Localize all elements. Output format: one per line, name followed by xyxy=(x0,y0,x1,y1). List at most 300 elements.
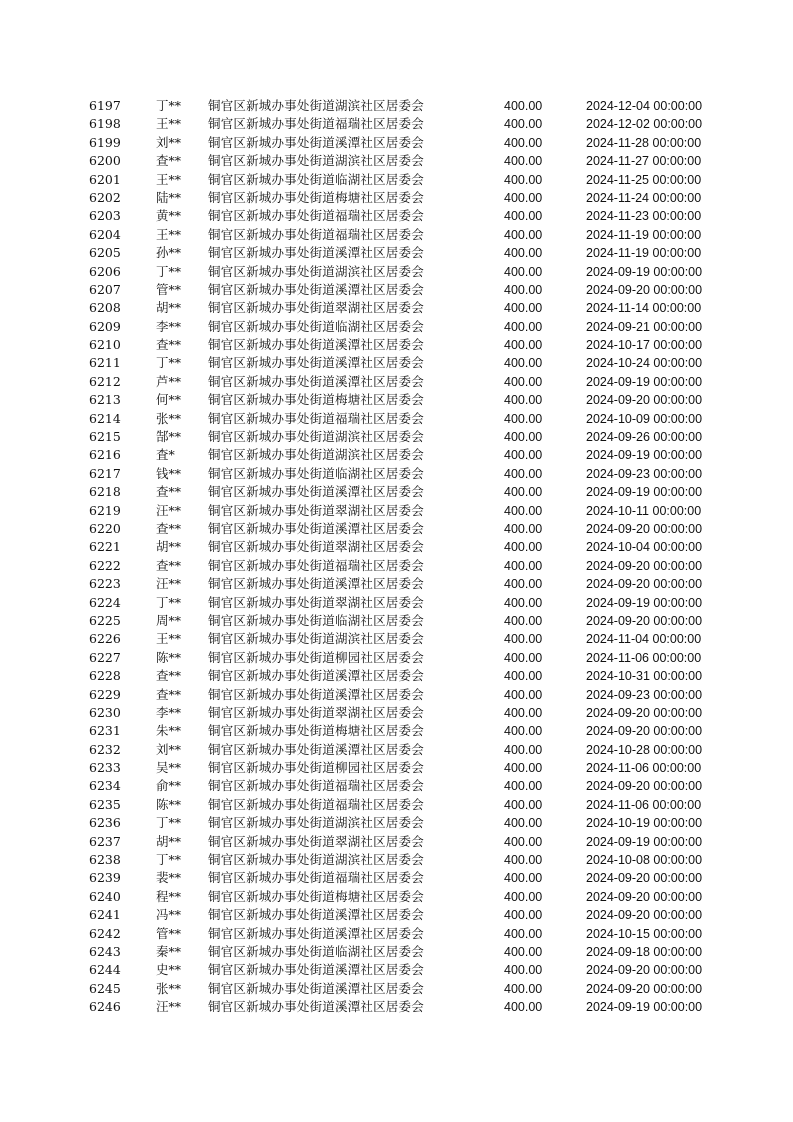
row-organization: 铜官区新城办事处街道柳园社区居委会 xyxy=(208,649,424,665)
row-id: 6240 xyxy=(89,888,121,904)
table-row xyxy=(84,428,724,446)
row-id: 6226 xyxy=(89,631,121,647)
row-amount: 400.00 xyxy=(504,154,543,169)
row-id: 6202 xyxy=(89,189,121,205)
row-name: 钱** xyxy=(156,465,182,481)
table-row xyxy=(84,354,724,372)
row-id: 6223 xyxy=(89,576,121,592)
row-organization: 铜官区新城办事处街道溪潭社区居委会 xyxy=(208,668,424,684)
row-organization: 铜官区新城办事处街道湖滨社区居委会 xyxy=(208,263,424,279)
row-organization: 铜官区新城办事处街道翠湖社区居委会 xyxy=(208,594,424,610)
row-name: 查** xyxy=(156,153,182,169)
row-amount: 400.00 xyxy=(504,448,543,463)
row-date: 2024-09-21 00:00:00 xyxy=(586,319,703,334)
row-organization: 铜官区新城办事处街道溪潭社区居委会 xyxy=(208,925,424,941)
row-name: 査* xyxy=(156,447,175,463)
row-organization: 铜官区新城办事处街道福瑞社区居委会 xyxy=(208,116,424,132)
row-organization: 铜官区新城办事处街道福瑞社区居委会 xyxy=(208,778,424,794)
table-row xyxy=(84,630,724,648)
row-date: 2024-09-20 00:00:00 xyxy=(586,889,703,904)
row-amount: 400.00 xyxy=(504,871,543,886)
row-amount: 400.00 xyxy=(504,540,543,555)
row-id: 6230 xyxy=(89,704,121,720)
row-id: 6203 xyxy=(89,208,121,224)
table-row xyxy=(84,557,724,575)
row-id: 6197 xyxy=(89,98,121,113)
table-row xyxy=(84,594,724,612)
row-date: 2024-09-20 00:00:00 xyxy=(586,521,703,536)
row-id: 6243 xyxy=(89,943,121,959)
row-id: 6246 xyxy=(89,999,121,1015)
row-name: 裴** xyxy=(156,870,182,886)
row-name: 李** xyxy=(156,704,182,720)
row-date: 2024-11-27 00:00:00 xyxy=(586,154,702,169)
row-amount: 400.00 xyxy=(504,466,543,481)
row-id: 6214 xyxy=(89,410,121,426)
table-row xyxy=(84,814,724,832)
row-organization: 铜官区新城办事处街道翠湖社区居委会 xyxy=(208,833,424,849)
row-id: 6206 xyxy=(89,263,121,279)
row-id: 6234 xyxy=(89,778,121,794)
row-date: 2024-10-19 00:00:00 xyxy=(586,816,703,831)
row-date: 2024-09-20 00:00:00 xyxy=(586,779,703,794)
row-organization: 铜官区新城办事处街道翠湖社区居委会 xyxy=(208,502,424,518)
row-amount: 400.00 xyxy=(504,485,543,500)
row-amount: 400.00 xyxy=(504,319,543,334)
row-date: 2024-11-06 00:00:00 xyxy=(586,650,702,665)
table-row xyxy=(84,538,724,556)
table-row xyxy=(84,869,724,887)
row-amount: 400.00 xyxy=(504,577,543,592)
row-id: 6244 xyxy=(89,962,121,978)
row-id: 6207 xyxy=(89,281,121,297)
row-organization: 铜官区新城办事处街道溪潭社区居委会 xyxy=(208,576,424,592)
row-name: 李** xyxy=(156,318,182,334)
row-date: 2024-09-26 00:00:00 xyxy=(586,430,703,445)
row-organization: 铜官区新城办事处街道溪潭社区居委会 xyxy=(208,962,424,978)
row-id: 6218 xyxy=(89,484,121,500)
row-date: 2024-10-11 00:00:00 xyxy=(586,503,702,518)
row-date: 2024-09-19 00:00:00 xyxy=(586,834,703,849)
row-organization: 铜官区新城办事处街道翠湖社区居委会 xyxy=(208,300,424,316)
row-name: 芦** xyxy=(156,373,182,389)
row-id: 6235 xyxy=(89,796,121,812)
table-row xyxy=(84,998,724,1016)
row-organization: 铜官区新城办事处街道湖滨社区居委会 xyxy=(208,631,424,647)
row-id: 6220 xyxy=(89,520,121,536)
row-date: 2024-11-28 00:00:00 xyxy=(586,135,702,150)
row-name: 汪** xyxy=(156,999,182,1015)
row-id: 6200 xyxy=(89,153,121,169)
row-name: 张** xyxy=(156,410,182,426)
row-id: 6238 xyxy=(89,852,121,868)
row-amount: 400.00 xyxy=(504,246,543,261)
row-amount: 400.00 xyxy=(504,687,543,702)
row-organization: 铜官区新城办事处街道福瑞社区居委会 xyxy=(208,557,424,573)
row-date: 2024-12-02 00:00:00 xyxy=(586,117,703,132)
row-id: 6216 xyxy=(89,447,121,463)
row-date: 2024-09-19 00:00:00 xyxy=(586,264,703,279)
row-organization: 铜官区新城办事处街道福瑞社区居委会 xyxy=(208,226,424,242)
row-amount: 400.00 xyxy=(504,742,543,757)
row-amount: 400.00 xyxy=(504,1000,543,1015)
row-amount: 400.00 xyxy=(504,558,543,573)
row-name: 何** xyxy=(156,392,182,408)
row-id: 6205 xyxy=(89,245,121,261)
row-organization: 铜官区新城办事处街道溪潭社区居委会 xyxy=(208,999,424,1015)
row-id: 6239 xyxy=(89,870,121,886)
row-date: 2024-11-06 00:00:00 xyxy=(586,797,702,812)
row-amount: 400.00 xyxy=(504,227,543,242)
row-name: 孙** xyxy=(156,245,182,261)
row-organization: 铜官区新城办事处街道临湖社区居委会 xyxy=(208,171,424,187)
row-id: 6224 xyxy=(89,594,121,610)
row-id: 6210 xyxy=(89,337,121,353)
row-name: 朱** xyxy=(156,723,182,739)
table-row xyxy=(84,520,724,538)
row-date: 2024-11-06 00:00:00 xyxy=(586,761,702,776)
row-date: 2024-10-24 00:00:00 xyxy=(586,356,703,371)
table-row xyxy=(84,833,724,851)
row-organization: 铜官区新城办事处街道溪潭社区居委会 xyxy=(208,134,424,150)
table-row xyxy=(84,649,724,667)
row-organization: 铜官区新城办事处街道梅塘社区居委会 xyxy=(208,189,424,205)
row-amount: 400.00 xyxy=(504,963,543,978)
row-id: 6242 xyxy=(89,925,121,941)
row-date: 2024-09-20 00:00:00 xyxy=(586,981,703,996)
row-amount: 400.00 xyxy=(504,724,543,739)
row-date: 2024-11-19 00:00:00 xyxy=(586,227,702,242)
row-organization: 铜官区新城办事处街道柳园社区居委会 xyxy=(208,760,424,776)
row-amount: 400.00 xyxy=(504,926,543,941)
table-row xyxy=(84,134,724,152)
row-name: 查** xyxy=(156,686,182,702)
row-name: 丁** xyxy=(156,852,182,868)
row-organization: 铜官区新城办事处街道溪潭社区居委会 xyxy=(208,520,424,536)
table-row xyxy=(84,925,724,943)
row-date: 2024-09-19 00:00:00 xyxy=(586,374,703,389)
row-date: 2024-11-04 00:00:00 xyxy=(586,632,702,647)
table-row xyxy=(84,207,724,225)
table-row xyxy=(84,980,724,998)
row-date: 2024-10-04 00:00:00 xyxy=(586,540,703,555)
row-name: 汪** xyxy=(156,502,182,518)
row-amount: 400.00 xyxy=(504,889,543,904)
row-organization: 铜官区新城办事处街道梅塘社区居委会 xyxy=(208,392,424,408)
row-amount: 400.00 xyxy=(504,264,543,279)
row-name: 张** xyxy=(156,980,182,996)
row-name: 丁** xyxy=(156,815,182,831)
row-name: 陆** xyxy=(156,189,182,205)
row-amount: 400.00 xyxy=(504,117,543,132)
row-organization: 铜官区新城办事处街道福瑞社区居委会 xyxy=(208,410,424,426)
row-name: 郜** xyxy=(156,429,182,445)
row-name: 管** xyxy=(156,925,182,941)
row-id: 6208 xyxy=(89,300,121,316)
row-amount: 400.00 xyxy=(504,190,543,205)
table-row xyxy=(84,410,724,428)
row-amount: 400.00 xyxy=(504,99,543,113)
row-id: 6209 xyxy=(89,318,121,334)
row-id: 6228 xyxy=(89,668,121,684)
row-name: 陈** xyxy=(156,796,182,812)
row-name: 查** xyxy=(156,557,182,573)
row-organization: 铜官区新城办事处街道翠湖社区居委会 xyxy=(208,539,424,555)
row-id: 6232 xyxy=(89,741,121,757)
row-amount: 400.00 xyxy=(504,761,543,776)
table-row xyxy=(84,263,724,281)
row-date: 2024-09-20 00:00:00 xyxy=(586,871,703,886)
row-name: 陈** xyxy=(156,649,182,665)
row-name: 管** xyxy=(156,281,182,297)
row-amount: 400.00 xyxy=(504,135,543,150)
row-amount: 400.00 xyxy=(504,595,543,610)
table-row xyxy=(84,851,724,869)
row-date: 2024-09-19 00:00:00 xyxy=(586,485,703,500)
row-amount: 400.00 xyxy=(504,430,543,445)
row-id: 6219 xyxy=(89,502,121,518)
row-date: 2024-09-18 00:00:00 xyxy=(586,944,703,959)
row-name: 丁** xyxy=(156,594,182,610)
row-organization: 铜官区新城办事处街道福瑞社区居委会 xyxy=(208,870,424,886)
table-row xyxy=(84,226,724,244)
row-date: 2024-10-15 00:00:00 xyxy=(586,926,703,941)
row-organization: 铜官区新城办事处街道溪潭社区居委会 xyxy=(208,355,424,371)
row-name: 俞** xyxy=(156,778,182,794)
row-name: 查** xyxy=(156,337,182,353)
row-id: 6227 xyxy=(89,649,121,665)
row-date: 2024-11-14 00:00:00 xyxy=(586,301,702,316)
table-row xyxy=(84,575,724,593)
row-organization: 铜官区新城办事处街道临湖社区居委会 xyxy=(208,612,424,628)
table-row xyxy=(84,906,724,924)
row-organization: 铜官区新城办事处街道福瑞社区居委会 xyxy=(208,208,424,224)
table-row xyxy=(84,502,724,520)
row-organization: 铜官区新城办事处街道梅塘社区居委会 xyxy=(208,888,424,904)
table-row xyxy=(84,318,724,336)
row-id: 6201 xyxy=(89,171,121,187)
row-id: 6211 xyxy=(89,355,121,371)
row-amount: 400.00 xyxy=(504,853,543,868)
row-name: 胡** xyxy=(156,539,182,555)
table-row xyxy=(84,777,724,795)
row-amount: 400.00 xyxy=(504,650,543,665)
row-date: 2024-12-04 00:00:00 xyxy=(586,99,703,113)
row-date: 2024-11-24 00:00:00 xyxy=(586,190,702,205)
row-amount: 400.00 xyxy=(504,944,543,959)
row-date: 2024-09-23 00:00:00 xyxy=(586,466,703,481)
row-date: 2024-09-20 00:00:00 xyxy=(586,963,703,978)
table-row xyxy=(84,115,724,133)
row-date: 2024-09-20 00:00:00 xyxy=(586,577,703,592)
row-id: 6215 xyxy=(89,429,121,445)
row-date: 2024-09-20 00:00:00 xyxy=(586,705,703,720)
row-date: 2024-11-23 00:00:00 xyxy=(586,209,702,224)
row-date: 2024-09-20 00:00:00 xyxy=(586,393,703,408)
table-row xyxy=(84,483,724,501)
row-amount: 400.00 xyxy=(504,356,543,371)
row-id: 6236 xyxy=(89,815,121,831)
row-amount: 400.00 xyxy=(504,172,543,187)
row-name: 丁** xyxy=(156,355,182,371)
row-date: 2024-11-19 00:00:00 xyxy=(586,246,702,261)
row-id: 6204 xyxy=(89,226,121,242)
row-name: 吴** xyxy=(156,760,182,776)
row-amount: 400.00 xyxy=(504,779,543,794)
row-amount: 400.00 xyxy=(504,981,543,996)
table-row xyxy=(84,446,724,464)
row-amount: 400.00 xyxy=(504,209,543,224)
row-id: 6225 xyxy=(89,612,121,628)
row-date: 2024-09-19 00:00:00 xyxy=(586,1000,703,1015)
table-row xyxy=(84,299,724,317)
table-row xyxy=(84,667,724,685)
row-name: 秦** xyxy=(156,943,182,959)
row-amount: 400.00 xyxy=(504,632,543,647)
table-row xyxy=(84,759,724,777)
table-row xyxy=(84,796,724,814)
row-organization: 铜官区新城办事处街道梅塘社区居委会 xyxy=(208,723,424,739)
row-amount: 400.00 xyxy=(504,301,543,316)
row-date: 2024-09-20 00:00:00 xyxy=(586,558,703,573)
row-name: 黄** xyxy=(156,208,182,224)
row-date: 2024-09-20 00:00:00 xyxy=(586,282,703,297)
row-date: 2024-10-09 00:00:00 xyxy=(586,411,703,426)
row-amount: 400.00 xyxy=(504,411,543,426)
table-row xyxy=(84,686,724,704)
row-id: 6199 xyxy=(89,134,121,150)
row-organization: 铜官区新城办事处街道溪潭社区居委会 xyxy=(208,980,424,996)
row-amount: 400.00 xyxy=(504,393,543,408)
row-name: 程** xyxy=(156,888,182,904)
table-row xyxy=(84,465,724,483)
row-name: 周** xyxy=(156,612,182,628)
row-date: 2024-09-20 00:00:00 xyxy=(586,613,703,628)
row-id: 6233 xyxy=(89,760,121,776)
row-date: 2024-10-08 00:00:00 xyxy=(586,853,703,868)
row-amount: 400.00 xyxy=(504,834,543,849)
row-id: 6229 xyxy=(89,686,121,702)
row-id: 6221 xyxy=(89,539,121,555)
table-row xyxy=(84,612,724,630)
row-organization: 铜官区新城办事处街道临湖社区居委会 xyxy=(208,943,424,959)
row-organization: 铜官区新城办事处街道湖滨社区居委会 xyxy=(208,852,424,868)
table-row xyxy=(84,961,724,979)
row-date: 2024-09-19 00:00:00 xyxy=(586,448,703,463)
row-amount: 400.00 xyxy=(504,705,543,720)
row-organization: 铜官区新城办事处街道溪潭社区居委会 xyxy=(208,741,424,757)
row-date: 2024-10-17 00:00:00 xyxy=(586,338,703,353)
row-amount: 400.00 xyxy=(504,338,543,353)
row-organization: 铜官区新城办事处街道溪潭社区居委会 xyxy=(208,245,424,261)
row-name: 王** xyxy=(156,631,182,647)
table-row xyxy=(84,336,724,354)
table-row xyxy=(84,943,724,961)
row-organization: 铜官区新城办事处街道翠湖社区居委会 xyxy=(208,704,424,720)
row-name: 胡** xyxy=(156,833,182,849)
row-amount: 400.00 xyxy=(504,816,543,831)
row-date: 2024-10-28 00:00:00 xyxy=(586,742,703,757)
row-date: 2024-09-20 00:00:00 xyxy=(586,724,703,739)
row-id: 6237 xyxy=(89,833,121,849)
row-organization: 铜官区新城办事处街道湖滨社区居委会 xyxy=(208,815,424,831)
table-row xyxy=(84,189,724,207)
row-id: 6241 xyxy=(89,907,121,923)
row-id: 6212 xyxy=(89,373,121,389)
table-row xyxy=(84,741,724,759)
row-name: 刘** xyxy=(156,134,182,150)
row-id: 6231 xyxy=(89,723,121,739)
row-amount: 400.00 xyxy=(504,282,543,297)
row-date: 2024-09-19 00:00:00 xyxy=(586,595,703,610)
table-row xyxy=(84,97,724,115)
table-row xyxy=(84,373,724,391)
table-row xyxy=(84,391,724,409)
row-name: 王** xyxy=(156,116,182,132)
row-amount: 400.00 xyxy=(504,669,543,684)
row-organization: 铜官区新城办事处街道溪潭社区居委会 xyxy=(208,686,424,702)
table-row xyxy=(84,171,724,189)
row-amount: 400.00 xyxy=(504,503,543,518)
row-organization: 铜官区新城办事处街道临湖社区居委会 xyxy=(208,318,424,334)
row-amount: 400.00 xyxy=(504,613,543,628)
table-row xyxy=(84,152,724,170)
row-name: 查** xyxy=(156,484,182,500)
row-organization: 铜官区新城办事处街道湖滨社区居委会 xyxy=(208,447,424,463)
row-organization: 铜官区新城办事处街道溪潭社区居委会 xyxy=(208,337,424,353)
row-organization: 铜官区新城办事处街道溪潭社区居委会 xyxy=(208,907,424,923)
row-amount: 400.00 xyxy=(504,374,543,389)
row-date: 2024-09-23 00:00:00 xyxy=(586,687,703,702)
row-id: 6198 xyxy=(89,116,121,132)
table-row xyxy=(84,722,724,740)
row-id: 6245 xyxy=(89,980,121,996)
row-organization: 铜官区新城办事处街道湖滨社区居委会 xyxy=(208,429,424,445)
row-organization: 铜官区新城办事处街道临湖社区居委会 xyxy=(208,465,424,481)
row-amount: 400.00 xyxy=(504,908,543,923)
row-organization: 铜官区新城办事处街道溪潭社区居委会 xyxy=(208,484,424,500)
row-name: 丁** xyxy=(156,263,182,279)
row-name: 史** xyxy=(156,962,182,978)
row-date: 2024-11-25 00:00:00 xyxy=(586,172,702,187)
row-name: 丁** xyxy=(156,98,182,113)
row-organization: 铜官区新城办事处街道溪潭社区居委会 xyxy=(208,373,424,389)
row-id: 6222 xyxy=(89,557,121,573)
row-id: 6217 xyxy=(89,465,121,481)
row-amount: 400.00 xyxy=(504,521,543,536)
row-organization: 铜官区新城办事处街道溪潭社区居委会 xyxy=(208,281,424,297)
row-name: 王** xyxy=(156,226,182,242)
row-name: 查** xyxy=(156,520,182,536)
table-row xyxy=(84,704,724,722)
row-organization: 铜官区新城办事处街道福瑞社区居委会 xyxy=(208,796,424,812)
table-row xyxy=(84,244,724,262)
row-organization: 铜官区新城办事处街道湖滨社区居委会 xyxy=(208,153,424,169)
row-name: 汪** xyxy=(156,576,182,592)
row-name: 胡** xyxy=(156,300,182,316)
row-name: 查** xyxy=(156,668,182,684)
row-date: 2024-09-20 00:00:00 xyxy=(586,908,703,923)
row-organization: 铜官区新城办事处街道湖滨社区居委会 xyxy=(208,98,424,113)
row-name: 王** xyxy=(156,171,182,187)
row-date: 2024-10-31 00:00:00 xyxy=(586,669,703,684)
row-name: 冯** xyxy=(156,907,182,923)
row-amount: 400.00 xyxy=(504,797,543,812)
table-row xyxy=(84,281,724,299)
row-id: 6213 xyxy=(89,392,121,408)
data-table xyxy=(84,97,724,1017)
row-name: 刘** xyxy=(156,741,182,757)
